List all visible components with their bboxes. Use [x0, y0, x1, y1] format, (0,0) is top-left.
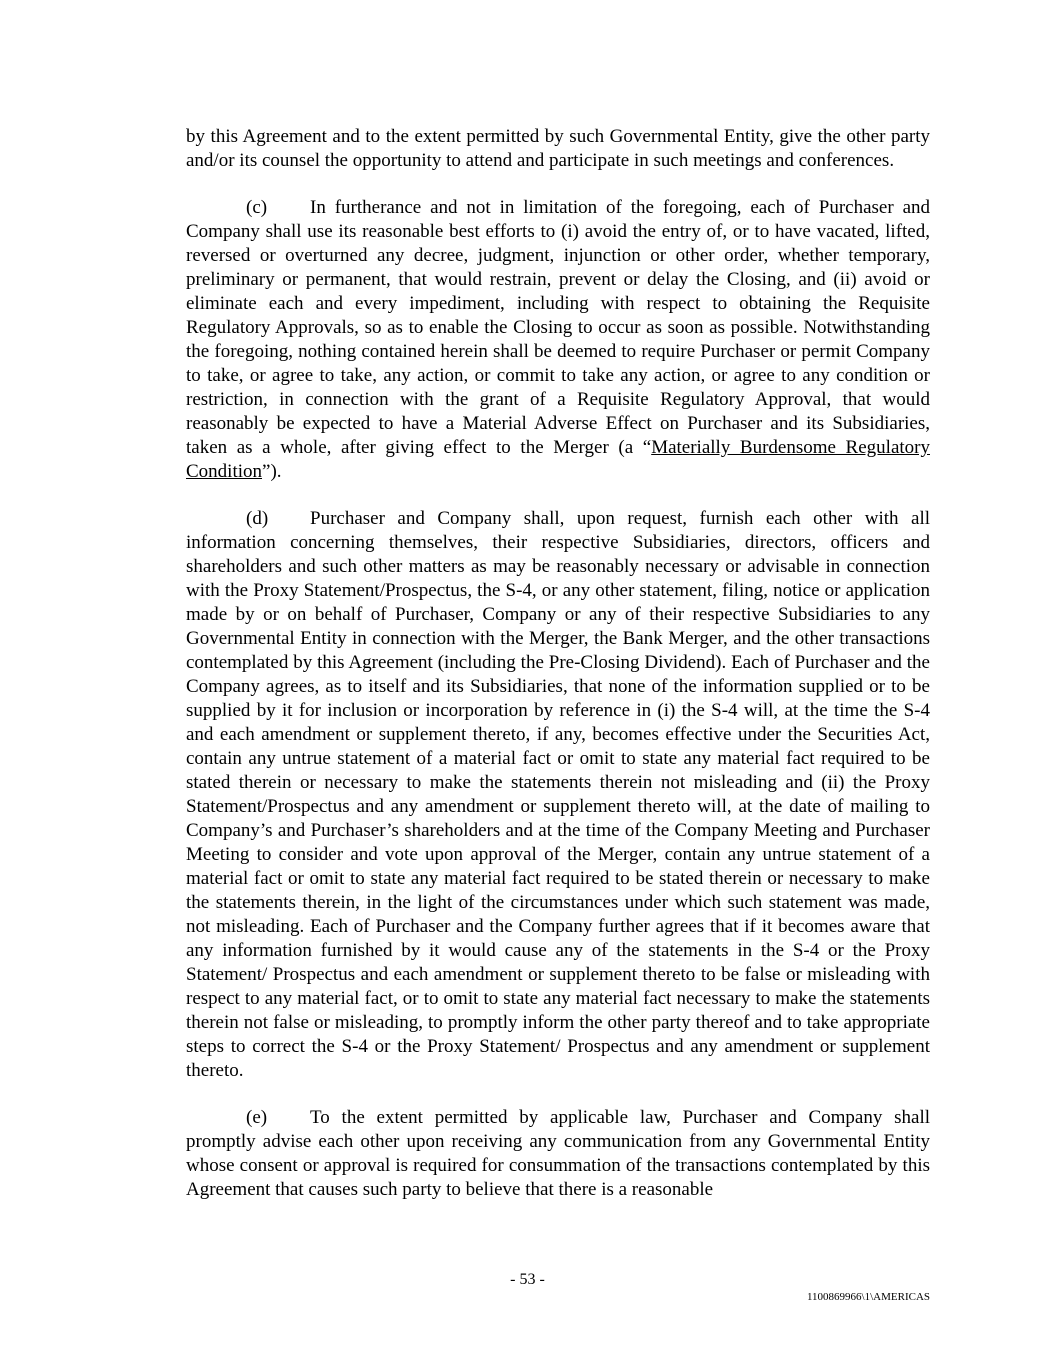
paragraph-e-label: (e) — [246, 1107, 268, 1128]
paragraph-d — [186, 507, 930, 1083]
continuation-paragraph: by this Agreement and to the extent permitted by such Governmental Entity, give the other party and/or its counsel the opportunity to attend and participate in such meetings and conferences. — [186, 126, 930, 171]
paragraph-e-text: To the extent permitted by applicable law, Purchaser and Company shall promptly advise each other upon receiving any communication from any Governmental Entity whose consent or approval is required for consummation of the transactions contemplated by this Agreement that causes such party to believe that there is a reasonable — [186, 1107, 930, 1200]
page-body — [186, 125, 930, 1225]
document-id: 1100869966\1\AMERICAS — [806, 1291, 930, 1303]
paragraph-c-text-after: ”). — [262, 461, 282, 482]
defined-term: Materially Burdensome Regulatory Condition — [186, 437, 930, 482]
paragraph-d-text: Purchaser and Company shall, upon request, furnish each other with all information concerning themselves, their respective Subsidiaries, directors, officers and shareholders and such other matters as may be reasonably necessary or advisable in connection with the Proxy Statement/Prospectus, the S-4, or any other statement, filing, notice or application made by or on behalf of Purchaser, Company or any of their respective Subsidiaries to any Governmental Entity in connection with the Merger, the Bank Merger, and the other transactions contemplated by this Agreement (including the Pre-Closing Dividend). Each of Purchaser and the Company agrees, as to itself and its Subsidiaries, that none of the information supplied or to be supplied by it for inclusion or incorporation by reference in (i) the S-4 will, at the time the S-4 and each amendment or supplement thereto, if any, becomes effective under the Securities Act, contain any untrue statement of a material fact or omit to state any material fact required to be stated therein or necessary to make the statements therein not misleading and (ii) the Proxy Statement/Prospectus and any amendment or supplement thereto will, at the date of mailing to Company’s and Purchaser’s shareholders and at the time of the Company Meeting and Purchaser Meeting to consider and vote upon approval of the Merger, contain any untrue statement of a material fact or omit to state any material fact required to be stated therein or necessary to make the statements therein, in the light of the circumstances under which such statement was made, not misleading. Each of Purchaser and the Company further agrees that if it becomes aware that any information furnished by it would cause any of the statements in the S-4 or the Proxy Statement/ Prospectus and each amendment or supplement thereto to be false or misleading with respect to any material fact, or to omit to state any material fact necessary to make the statements therein not false or misleading, to promptly inform the other party thereof and to take appropriate steps to correct the S-4 or the Proxy Statement/ Prospectus and any amendment or supplement thereto. — [186, 508, 930, 1081]
paragraph-c-label: (c) — [246, 197, 268, 218]
paragraph-e — [186, 1106, 930, 1202]
page-number: - 53 - — [510, 1271, 545, 1288]
paragraph-d-label: (d) — [246, 508, 269, 529]
paragraph-c — [186, 196, 930, 484]
paragraph-c-text-before: In furtherance and not in limitation of the foregoing, each of Purchaser and Company shall use its reasonable best efforts to (i) avoid the entry of, or to have vacated, lifted, reversed or overturned any decree, judgment, injunction or other order, whether temporary, preliminary or permanent, that would restrain, prevent or delay the Closing, and (ii) avoid or eliminate each and every impediment, including with respect to obtaining the Requisite Regulatory Approvals, so as to enable the Closing to occur as soon as possible. Notwithstanding the foregoing, nothing contained herein shall be deemed to require Purchaser or permit Company to take, or agree to take, any action, or commit to take any action, or agree to any condition or restriction, in connection with the grant of a Requisite Regulatory Approval, that would reasonably be expected to have a Material Adverse Effect on Purchaser and its Subsidiaries, taken as a whole, after giving effect to the Merger (a “ — [186, 197, 930, 458]
